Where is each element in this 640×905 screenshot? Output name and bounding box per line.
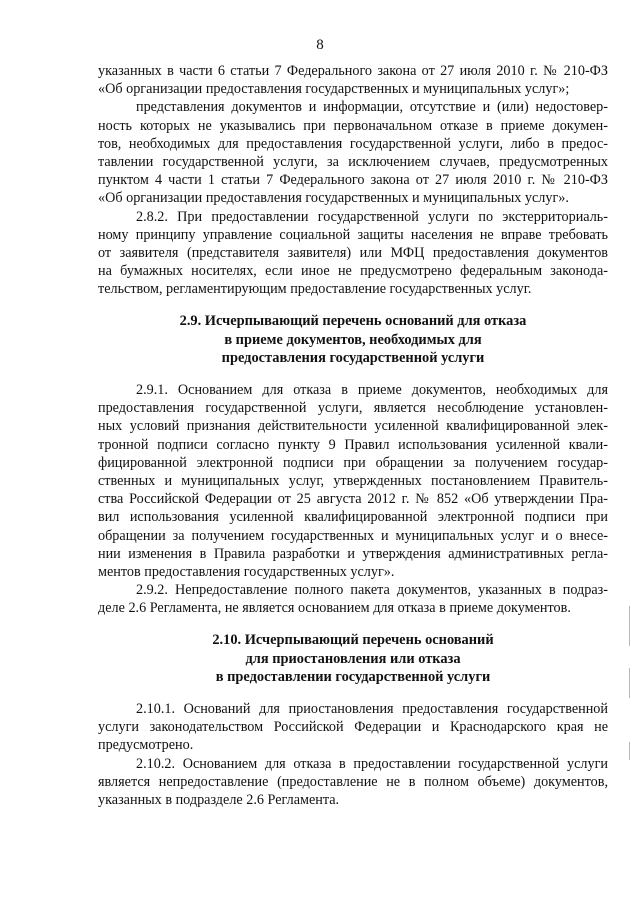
heading-spacing bbox=[98, 298, 608, 312]
text-line: указанных в части 6 статьи 7 Федерального закона от 27 июля 2010 г. № 210-ФЗ bbox=[98, 63, 608, 79]
heading-line: 2.10. Исчерпывающий перечень оснований bbox=[212, 632, 494, 649]
paragraph bbox=[98, 581, 608, 617]
text-line: деле 2.6 Регламента, не является основанием для отказа в приеме документов. bbox=[98, 600, 571, 617]
paragraph bbox=[98, 208, 608, 299]
heading-spacing bbox=[98, 367, 608, 381]
text-line: нии изменения в Правила разработки и утверждения административных регла- bbox=[98, 545, 608, 562]
section-heading bbox=[98, 631, 608, 686]
text-line: ственных и муниципальных услуг, утвержденных постановлением Правитель- bbox=[98, 472, 608, 489]
heading-line: в приеме документов, необходимых для bbox=[224, 331, 482, 348]
text-line: на бумажных носителях, если иное не предусмотрено федеральным законода- bbox=[98, 263, 608, 280]
text-line: является непредоставление (предоставление не в полном объеме) документов, bbox=[98, 773, 608, 790]
paragraph bbox=[98, 755, 608, 810]
paragraph bbox=[98, 381, 608, 581]
text-line: вил использования усиленной квалифицированной электронной подписи при bbox=[98, 509, 608, 526]
scan-margin-mark bbox=[629, 668, 630, 698]
document-body bbox=[98, 62, 608, 809]
text-line: 2.10.2. Основанием для отказа в предоставлении государственной услуги bbox=[136, 755, 608, 772]
text-line: ментов предоставления государственных услуг». bbox=[98, 563, 395, 580]
text-line: предоставления государственной услуги, является несоблюдение установлен- bbox=[98, 400, 608, 417]
paragraph bbox=[98, 98, 608, 207]
section-heading bbox=[98, 312, 608, 367]
paragraph bbox=[98, 62, 608, 98]
page-number: 8 bbox=[316, 37, 324, 53]
text-line: от заявителя (представителя заявителя) или МФЦ предоставления документов bbox=[98, 244, 608, 261]
text-line: тронной подписи согласно пункту 9 Правил использования усиленной квали- bbox=[98, 436, 608, 453]
text-line: «Об организации предоставления государственных и муниципальных услуг». bbox=[98, 190, 569, 207]
scan-margin-mark bbox=[629, 606, 630, 646]
heading-line: для приостановления или отказа bbox=[245, 650, 461, 667]
text-line: представления документов и информации, отсутствие и (или) недостовер- bbox=[136, 99, 608, 116]
heading-line: 2.9. Исчерпывающий перечень оснований для отказа bbox=[179, 313, 527, 330]
text-line: предусмотрено. bbox=[98, 737, 194, 754]
text-line: фицированной электронной подписи при обращении за получением государ- bbox=[98, 454, 608, 471]
text-line: ному принципу управление социальной защиты населения не вправе требовать bbox=[98, 226, 608, 243]
text-line: 2.9.1. Основанием для отказа в приеме документов, необходимых для bbox=[136, 382, 608, 398]
text-line: пунктом 4 части 1 статьи 7 Федерального закона от 27 июля 2010 г. № 210-ФЗ bbox=[98, 172, 608, 189]
text-line: 2.8.2. При предоставлении государственной услуги по экстерриториаль- bbox=[136, 208, 608, 225]
heading-line: в предоставлении государственной услуги bbox=[215, 668, 491, 685]
scan-margin-mark bbox=[629, 742, 630, 760]
text-line: указанных в подразделе 2.6 Регламента. bbox=[98, 791, 340, 808]
heading-spacing bbox=[98, 617, 608, 631]
text-line: тавлении государственной услуги, за исключением случаев, предусмотренных bbox=[98, 153, 608, 170]
text-line: тельством, регламентирующим предоставление государственных услуг. bbox=[98, 281, 532, 298]
text-line: обращении за получением государственных и муниципальных услуг и о внесе- bbox=[98, 527, 608, 544]
heading-spacing bbox=[98, 686, 608, 700]
text-line: ность которых не указывались при первоначальном отказе в приеме докумен- bbox=[98, 117, 608, 134]
text-line: ства Российской Федерации от 25 августа 2012 г. № 852 «Об утверждении Пра- bbox=[98, 491, 608, 508]
heading-line: предоставления государственной услуги bbox=[221, 349, 485, 366]
text-line: тов, необходимых для предоставления государственной услуги, либо в предос- bbox=[98, 135, 608, 152]
text-line: услуги законодательством Российской Федерации и Краснодарского края не bbox=[98, 719, 608, 736]
paragraph bbox=[98, 700, 608, 755]
text-line: 2.9.2. Непредоставление полного пакета документов, указанных в подраз- bbox=[136, 582, 608, 599]
text-line: «Об организации предоставления государственных и муниципальных услуг»; bbox=[98, 81, 570, 98]
text-line: ных условий признания действительности усиленной квалифицированной элек- bbox=[98, 418, 608, 435]
text-line: 2.10.1. Оснований для приостановления предоставления государственной bbox=[136, 701, 608, 717]
